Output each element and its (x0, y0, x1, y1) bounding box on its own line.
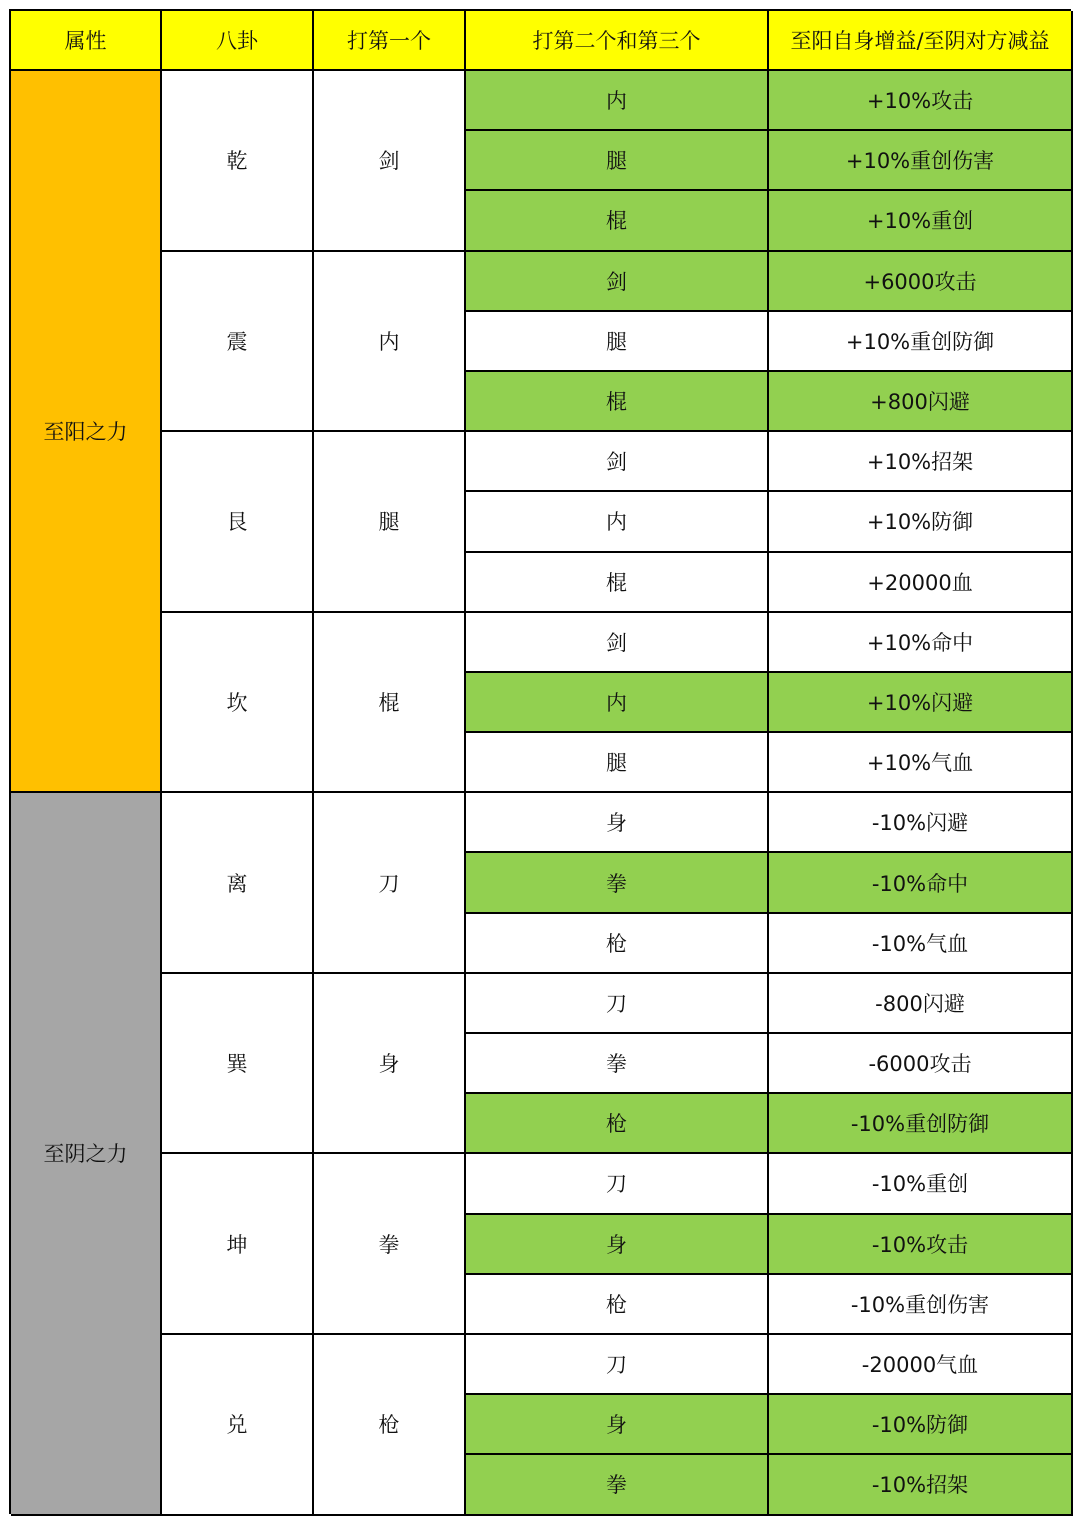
header-second-third-hit: 打第二个和第三个 (466, 11, 769, 71)
weapon-cell: 拳 (466, 1455, 769, 1515)
effect-cell: +10%招架 (769, 432, 1073, 492)
weapon-cell: 枪 (466, 914, 769, 974)
weapon-cell: 拳 (466, 853, 769, 913)
weapon-cell: 刀 (466, 974, 769, 1034)
weapon-cell: 刀 (466, 1154, 769, 1214)
effect-cell: -10%攻击 (769, 1215, 1073, 1275)
weapon-cell: 腿 (466, 733, 769, 793)
attribute-cell: 至阴之力 (11, 793, 162, 1515)
first-hit-cell: 腿 (314, 432, 466, 613)
weapon-cell: 棍 (466, 372, 769, 432)
first-hit-cell: 拳 (314, 1154, 466, 1335)
weapon-cell: 剑 (466, 432, 769, 492)
effect-cell: -20000气血 (769, 1335, 1073, 1395)
effect-cell: -10%闪避 (769, 793, 1073, 853)
trigram-cell: 离 (162, 793, 314, 974)
effect-cell: -10%重创防御 (769, 1094, 1073, 1154)
weapon-cell: 刀 (466, 1335, 769, 1395)
effect-cell: -10%重创 (769, 1154, 1073, 1214)
weapon-cell: 剑 (466, 252, 769, 312)
weapon-cell: 内 (466, 71, 769, 131)
effect-cell: -800闪避 (769, 974, 1073, 1034)
trigram-cell: 震 (162, 252, 314, 433)
trigram-cell: 坎 (162, 613, 314, 794)
weapon-cell: 拳 (466, 1034, 769, 1094)
effect-cell: +10%重创防御 (769, 312, 1073, 372)
effect-cell: +10%攻击 (769, 71, 1073, 131)
weapon-cell: 内 (466, 492, 769, 552)
trigram-effects-table (9, 9, 1071, 1514)
effect-cell: -10%防御 (769, 1395, 1073, 1455)
weapon-cell: 枪 (466, 1275, 769, 1335)
effect-cell: -10%招架 (769, 1455, 1073, 1515)
weapon-cell: 内 (466, 673, 769, 733)
first-hit-cell: 内 (314, 252, 466, 433)
weapon-cell: 剑 (466, 613, 769, 673)
effect-cell: +10%防御 (769, 492, 1073, 552)
effect-cell: -10%命中 (769, 853, 1073, 913)
header-trigram: 八卦 (162, 11, 314, 71)
effect-cell: +10%重创伤害 (769, 131, 1073, 191)
first-hit-cell: 棍 (314, 613, 466, 794)
effect-cell: -6000攻击 (769, 1034, 1073, 1094)
weapon-cell: 棍 (466, 553, 769, 613)
effect-cell: -10%气血 (769, 914, 1073, 974)
effect-cell: +20000血 (769, 553, 1073, 613)
first-hit-cell: 刀 (314, 793, 466, 974)
header-attribute: 属性 (11, 11, 162, 71)
trigram-cell: 乾 (162, 71, 314, 252)
effect-cell: +10%气血 (769, 733, 1073, 793)
header-effect: 至阳自身增益/至阴对方减益 (769, 11, 1073, 71)
first-hit-cell: 剑 (314, 71, 466, 252)
effect-cell: +800闪避 (769, 372, 1073, 432)
trigram-cell: 坤 (162, 1154, 314, 1335)
weapon-cell: 身 (466, 1395, 769, 1455)
attribute-cell: 至阳之力 (11, 71, 162, 793)
effect-cell: +10%重创 (769, 191, 1073, 251)
header-first-hit: 打第一个 (314, 11, 466, 71)
effect-cell: -10%重创伤害 (769, 1275, 1073, 1335)
effect-cell: +6000攻击 (769, 252, 1073, 312)
effect-cell: +10%命中 (769, 613, 1073, 673)
weapon-cell: 腿 (466, 312, 769, 372)
weapon-cell: 棍 (466, 191, 769, 251)
weapon-cell: 枪 (466, 1094, 769, 1154)
weapon-cell: 身 (466, 1215, 769, 1275)
first-hit-cell: 枪 (314, 1335, 466, 1516)
weapon-cell: 腿 (466, 131, 769, 191)
trigram-cell: 巽 (162, 974, 314, 1155)
weapon-cell: 身 (466, 793, 769, 853)
effect-cell: +10%闪避 (769, 673, 1073, 733)
first-hit-cell: 身 (314, 974, 466, 1155)
trigram-cell: 艮 (162, 432, 314, 613)
trigram-cell: 兑 (162, 1335, 314, 1516)
